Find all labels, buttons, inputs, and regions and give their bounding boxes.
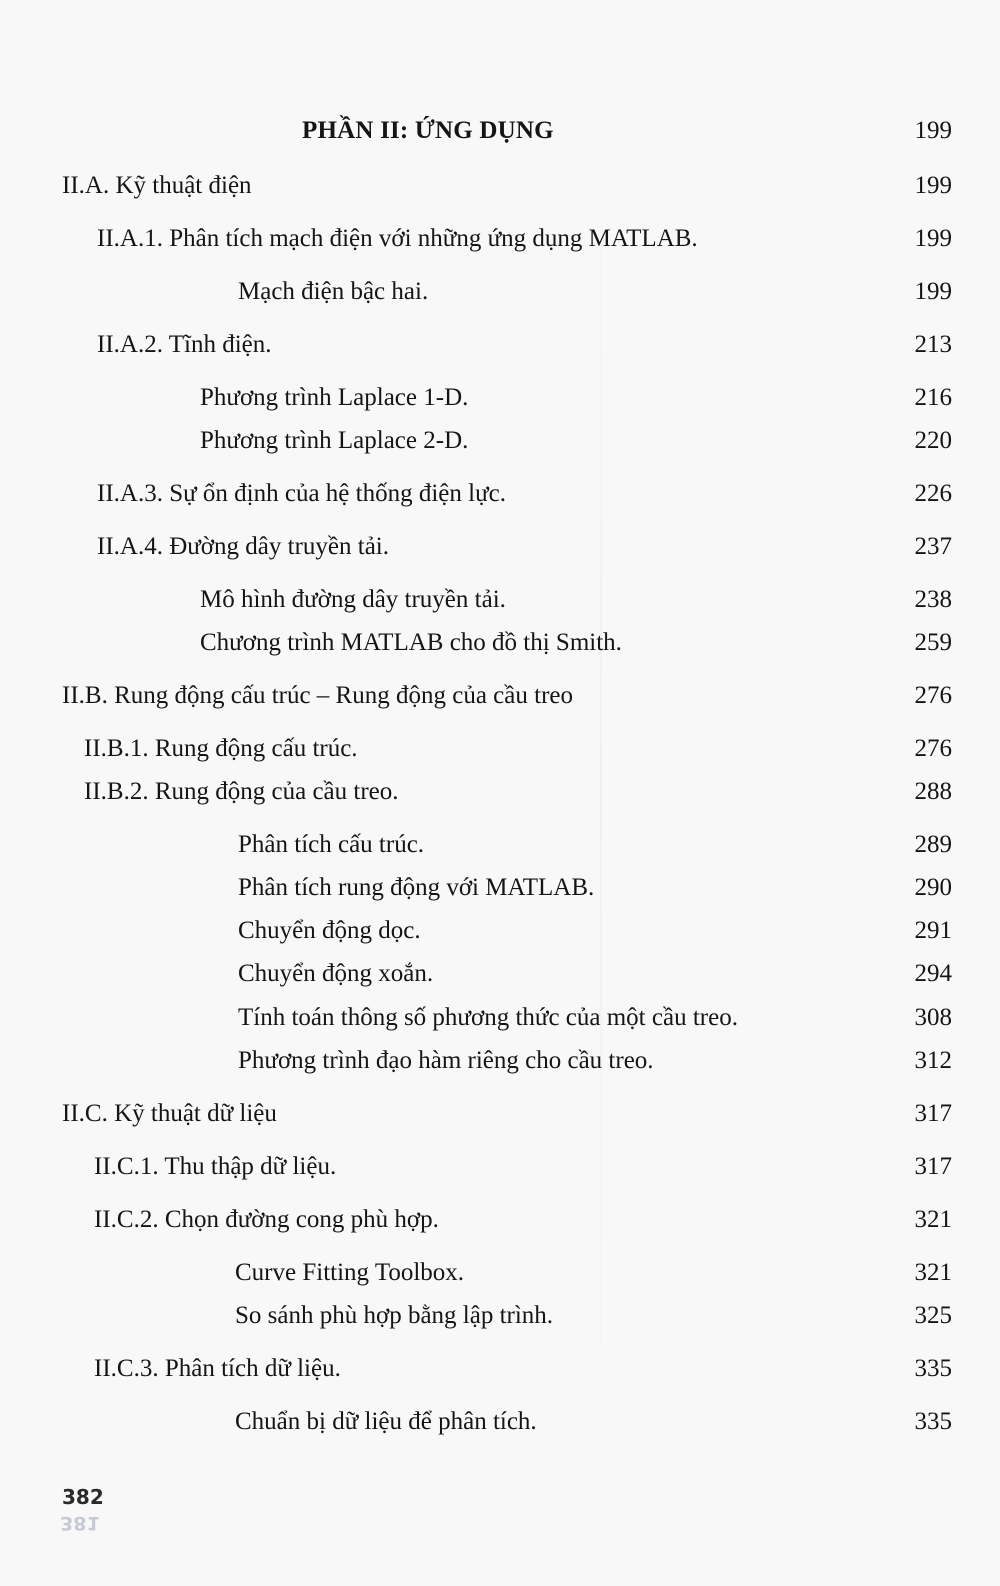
page-number: 382: [62, 1485, 104, 1509]
toc-page-number: 288: [914, 778, 952, 805]
toc-entry-title: II.C.3. Phân tích dữ liệu.: [94, 1355, 341, 1382]
toc-page-number: 213: [914, 331, 952, 358]
toc-page-number: 226: [914, 480, 952, 507]
toc-entry-title: II.C. Kỹ thuật dữ liệu: [62, 1100, 277, 1127]
toc-entry-title: Tính toán thông số phương thức của một cầu treo.: [238, 1004, 738, 1031]
toc-entry-title: II.A.4. Đường dây truyền tải.: [97, 533, 389, 560]
toc-topic: [0, 1253, 1000, 1293]
toc-entry-title: Phương trình Laplace 1-D.: [200, 384, 469, 411]
toc-entry-title: Chuyển động dọc.: [238, 917, 421, 944]
toc-entry-title: Phương trình Laplace 2-D.: [200, 427, 469, 454]
toc-topic: [0, 998, 1000, 1038]
toc-page-number: 220: [914, 427, 952, 454]
toc-page-number: 276: [914, 682, 952, 709]
toc-page-number: 317: [914, 1153, 952, 1180]
toc-subsection: [0, 1147, 1000, 1187]
toc-page-number: 238: [914, 586, 952, 613]
toc-page-number: 216: [914, 384, 952, 411]
bleed-through-page-number: 381: [60, 1512, 100, 1534]
toc-subsection: [0, 527, 1000, 567]
toc-page-number: 317: [914, 1100, 952, 1127]
toc-topic: [0, 954, 1000, 994]
toc-entry-title: II.A.2. Tĩnh điện.: [97, 331, 272, 358]
toc-topic: [0, 421, 1000, 461]
toc-page-number: 290: [914, 874, 952, 901]
toc-page-number: 237: [914, 533, 952, 560]
toc-entry-title: II.A.1. Phân tích mạch điện với những ứng dụng MATLAB.: [97, 225, 698, 252]
toc-topic: [0, 1296, 1000, 1336]
toc-page-number: 199: [914, 172, 952, 199]
toc-subsection: [0, 772, 1000, 812]
toc-entry-title: Chuyển động xoắn.: [238, 960, 434, 987]
part-title: PHẦN II: ỨNG DỤNG: [302, 117, 554, 144]
toc-entry-title: Phân tích rung động với MATLAB.: [238, 874, 595, 901]
toc-subsection: [0, 729, 1000, 769]
toc-page-number: 321: [914, 1206, 952, 1233]
toc-subsection: [0, 1200, 1000, 1240]
toc-page-number: 199: [914, 117, 952, 144]
toc-page-number: 289: [914, 831, 952, 858]
toc-page-number: 294: [914, 960, 952, 987]
toc-page-number: 321: [914, 1259, 952, 1286]
toc-page-number: 312: [914, 1047, 952, 1074]
toc-page-number: 259: [914, 629, 952, 656]
toc-topic: [0, 580, 1000, 620]
toc-subsection: [0, 474, 1000, 514]
toc-page-number: 276: [914, 735, 952, 762]
toc-section: [0, 1094, 1000, 1134]
toc-topic: [0, 911, 1000, 951]
toc-page-number: 291: [914, 917, 952, 944]
toc-section: [0, 166, 1000, 206]
toc-topic: [0, 1041, 1000, 1081]
toc-page-number: 335: [914, 1408, 952, 1435]
toc-subsection: [0, 1349, 1000, 1389]
toc-page-number: 325: [914, 1302, 952, 1329]
toc-section: [0, 676, 1000, 716]
toc-entry-title: So sánh phù hợp bằng lập trình.: [235, 1302, 554, 1329]
toc-entry-title: II.B.2. Rung động của cầu treo.: [84, 778, 399, 805]
toc-entry-title: II.B. Rung động cấu trúc – Rung động của cầu treo: [62, 682, 573, 709]
toc-entry-title: Curve Fitting Toolbox.: [235, 1259, 465, 1286]
toc-topic: [0, 868, 1000, 908]
toc-page-number: 335: [914, 1355, 952, 1382]
toc-page-number: 199: [914, 278, 952, 305]
toc-page-number: 308: [914, 1004, 952, 1031]
toc-part-heading: [0, 111, 1000, 151]
toc-entry-title: II.C.1. Thu thập dữ liệu.: [94, 1153, 337, 1180]
toc-topic: [0, 825, 1000, 865]
toc-entry-title: Phân tích cấu trúc.: [238, 831, 425, 858]
toc-entry-title: Mạch điện bậc hai.: [238, 278, 429, 305]
toc-entry-title: II.A. Kỹ thuật điện: [62, 172, 252, 199]
toc-subsection: [0, 219, 1000, 259]
toc-topic: [0, 378, 1000, 418]
toc-entry-title: Chuẩn bị dữ liệu để phân tích.: [235, 1408, 537, 1435]
toc-topic: [0, 623, 1000, 663]
toc-entry-title: II.A.3. Sự ổn định của hệ thống điện lực.: [97, 480, 506, 507]
toc-entry-title: II.B.1. Rung động cấu trúc.: [84, 735, 358, 762]
toc-page-number: 199: [914, 225, 952, 252]
toc-entry-title: Chương trình MATLAB cho đồ thị Smith.: [200, 629, 622, 656]
toc-topic: [0, 272, 1000, 312]
toc-topic: [0, 1402, 1000, 1442]
toc-entry-title: Mô hình đường dây truyền tải.: [200, 586, 506, 613]
toc-entry-title: II.C.2. Chọn đường cong phù hợp.: [94, 1206, 439, 1233]
toc-subsection: [0, 325, 1000, 365]
toc-entry-title: Phương trình đạo hàm riêng cho cầu treo.: [238, 1047, 654, 1074]
